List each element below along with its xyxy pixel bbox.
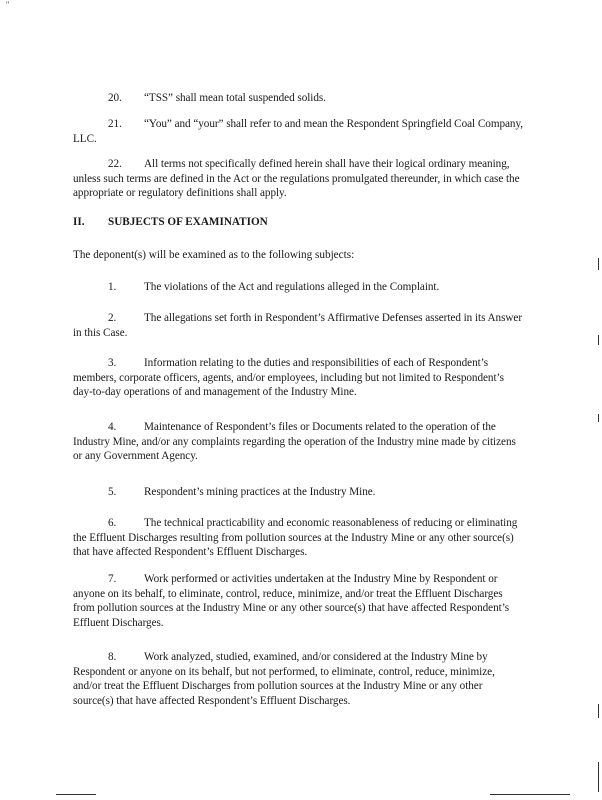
paragraph-number: 5. (108, 486, 117, 498)
scan-artifact (598, 704, 599, 718)
paragraph-text: Respondent’s mining practices at the Industry Mine. (144, 486, 376, 498)
scan-artifact (598, 762, 599, 792)
paragraph-number: 20. (108, 92, 122, 104)
subject-paragraph (73, 572, 525, 630)
scan-artifact (56, 794, 96, 795)
paragraph-text: Work performed or activities undertaken at the Industry Mine by Respondent or anyone on its behalf, to eliminate, control, reduce, minimize, and/or treat the Effluent Discharges from pollution sources at the Industry Mine or any other source(s) that have affected Respondent’s Effluent Discharges. (73, 573, 510, 629)
paragraph-number: 1. (108, 281, 117, 293)
definition-paragraph (73, 157, 525, 201)
scan-artifact (598, 335, 599, 345)
scan-artifact (598, 414, 599, 422)
section-heading (73, 215, 525, 230)
subject-paragraph (73, 516, 525, 560)
paragraph-text: The violations of the Act and regulations alleged in the Complaint. (144, 281, 440, 293)
paragraph-number: 21. (108, 118, 122, 130)
paragraph-number: 8. (108, 651, 117, 663)
subject-paragraph (73, 311, 525, 340)
paragraph-text: Maintenance of Respondent’s files or Documents related to the operation of the Industry Mine, and/or any complaints regarding the operation of the Industry mine made by citizens or any Government Agency. (73, 421, 516, 463)
scan-artifact (490, 794, 570, 795)
section-intro: The deponent(s) will be examined as to the following subjects: (73, 249, 355, 261)
section-title: SUBJECTS OF EXAMINATION (108, 216, 268, 228)
paragraph-text: Information relating to the duties and responsibilities of each of Respondent’s members, corporate officers, agents, and/or employees, including but not limited to Respondent’s day-to-day operations of and management of the Industry Mine. (73, 357, 504, 399)
paragraph-text: Work analyzed, studied, examined, and/or considered at the Industry Mine by Respondent or anyone on its behalf, but not performed, to eliminate, control, reduce, minimize, and/or treat the Effluent Discharges from pollution sources at the Industry Mine or any other source(s) that have affected Respondent’s Effluent Discharges. (73, 651, 495, 707)
paragraph-number: 6. (108, 517, 117, 529)
paragraph-number: 22. (108, 158, 122, 170)
paragraph-number: 4. (108, 421, 117, 433)
definition-paragraph (73, 117, 525, 146)
subject-paragraph (73, 650, 525, 708)
paragraph-text: “You” and “your” shall refer to and mean the Respondent Springfield Coal Company, LLC. (73, 118, 524, 145)
corner-mark: '' (6, 0, 10, 10)
subject-paragraph (73, 485, 525, 500)
paragraph-text: All terms not specifically defined herein shall have their logical ordinary meaning, unless such terms are defined in the Act or the regulations promulgated thereunder, in which case the appropriate or regulatory definitions shall apply. (73, 158, 520, 200)
section-number: II. (73, 216, 85, 228)
paragraph-number: 3. (108, 357, 117, 369)
paragraph-text: The allegations set forth in Respondent’s Affirmative Defenses asserted in its Answer in this Case. (73, 312, 523, 339)
paragraph-text: The technical practicability and economic reasonableness of reducing or eliminating the Effluent Discharges resulting from pollution sources at the Industry Mine or any other source(s) that have affected Respondent’s Effluent Discharges. (73, 517, 518, 559)
subject-paragraph (73, 356, 525, 400)
paragraph-text: “TSS” shall mean total suspended solids. (144, 92, 326, 104)
subject-paragraph (73, 280, 525, 295)
paragraph-number: 7. (108, 573, 117, 585)
definition-paragraph (73, 91, 525, 106)
paragraph-number: 2. (108, 312, 117, 324)
scan-artifact (598, 258, 599, 270)
subject-paragraph (73, 420, 525, 464)
